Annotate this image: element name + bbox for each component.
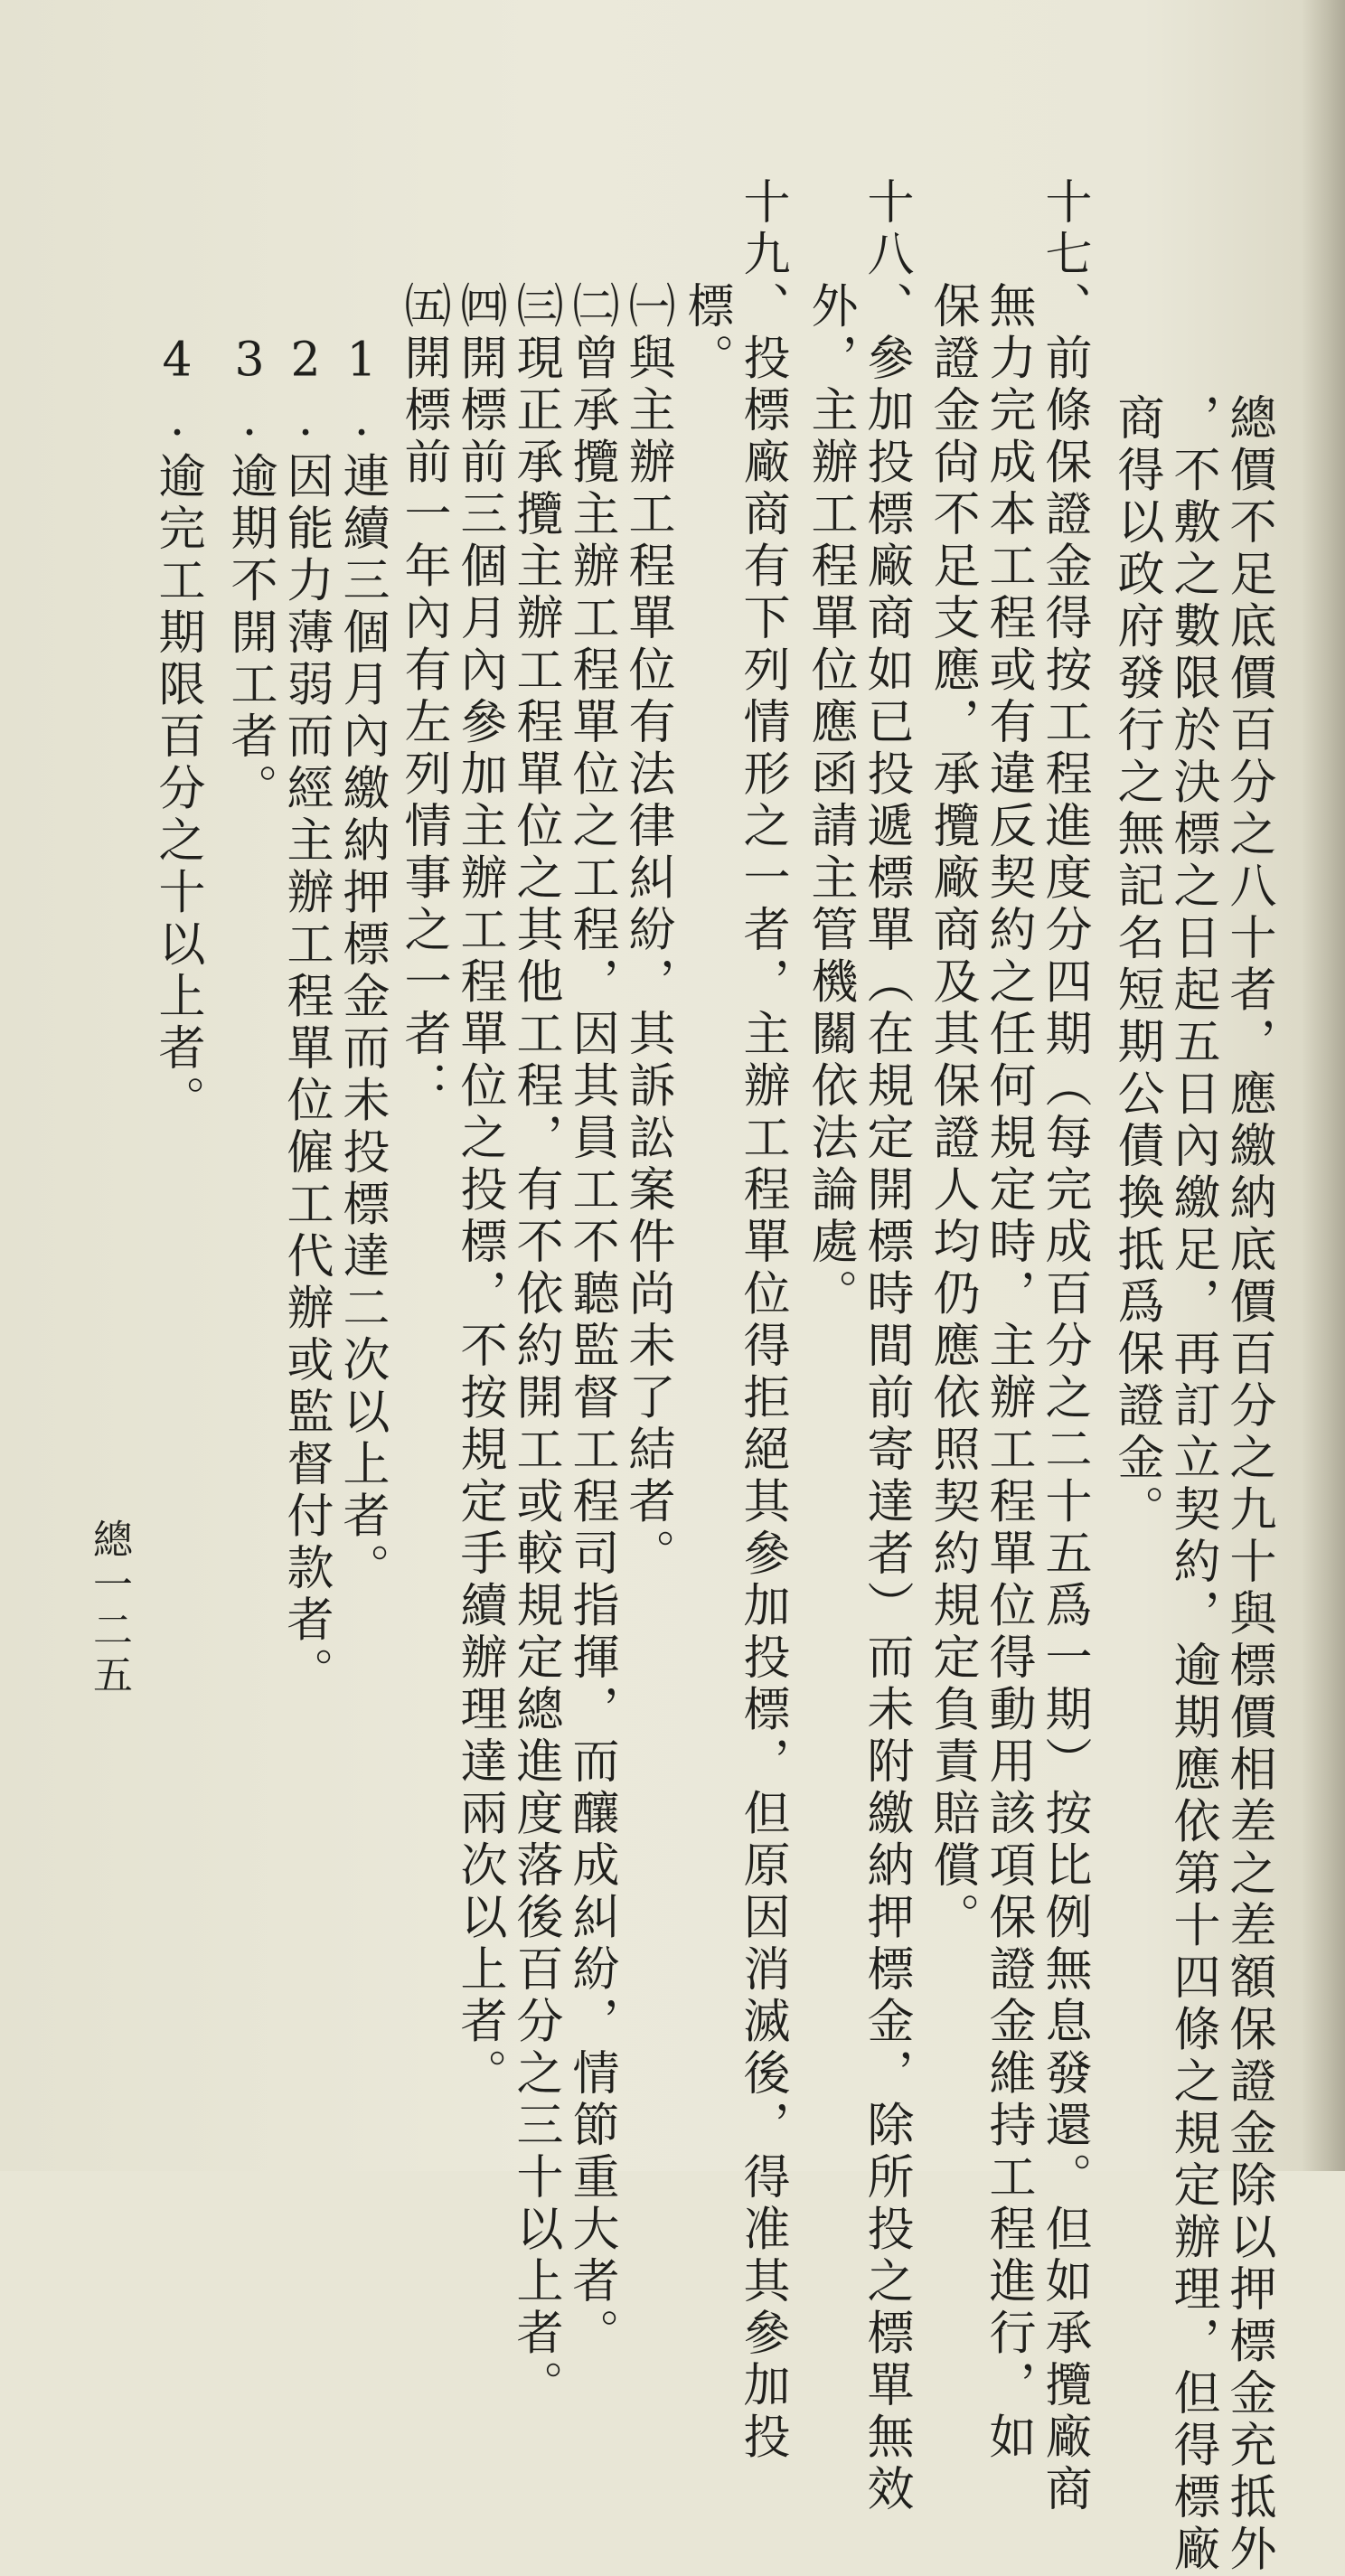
text-column-1: 總價不足底價百分之八十者，應繳納底價百分之九十與標價相差之差額保證金除以押標金充抵外 — [1221, 289, 1275, 2576]
article-19-subitem-1: 1.連續三個月內繳納押標金而未投標達二次以上者。 — [334, 177, 389, 1595]
article-19-line-1: 十九、投標廠商有下列情形之一者，主辦工程單位得拒絕其參加投標，但原因消滅後，得准其參加投 — [735, 177, 789, 2464]
article-17-line-1: 十七、前條保證金得按工程進度分四期（每完成百分之二十五爲一期）按比例無息發還。但如承攬廠商 — [1037, 177, 1091, 2516]
article-18-line-1: 十八、參加投標廠商如已投遞標單（在規定開標時間前寄達者）而未附繳納押標金，除所投之標單無效 — [859, 177, 913, 2516]
article-19-subitem-3: 3.逾期不開工者。 — [222, 177, 277, 815]
page-edge-shadow — [1302, 0, 1345, 2171]
article-19-line-2: 標。 — [679, 177, 733, 385]
article-19-item-4: ㈣開標前三個月內參加主辦工程單位之投標，不按規定手續辦理達兩次以上者。 — [452, 177, 506, 2101]
page-number: 總一二五 — [86, 1518, 132, 1699]
article-17-line-3: 保證金尙不足支應，承攬廠商及其保證人均仍應依照契約規定負責賠償。 — [925, 177, 979, 1944]
article-19-item-5: ㈤開標前一年內有左列情事之一者： — [396, 177, 450, 1113]
article-19-item-1: ㈠與主辦工程單位有法律糾紛，其訴訟案件尚未了結者。 — [620, 177, 674, 1581]
article-19-item-3: ㈢現正承攬主辦工程單位之其他工程，有不依約開工或較規定總進度落後百分之三十以上者。 — [508, 177, 562, 2412]
text-column-2: ，不敷之數限於決標之日起五日內繳足，再訂立契約，逾期應依第十四條之規定辦理，但得標廠 — [1165, 289, 1219, 2576]
article-17-line-2: 無力完成本工程或有違反契約之任何規定時，主辦工程單位得動用該項保證金維持工程進行，如 — [981, 177, 1035, 2464]
article-19-subitem-4: 4.逾完工期限百分之十以上者。 — [150, 177, 204, 1127]
text-column-3: 商得以政府發行之無記名短期公債換抵爲保證金。 — [1109, 289, 1163, 1537]
article-18-line-2: 外，主辦工程單位應函請主管機關依法論處。 — [803, 177, 857, 1321]
article-19-subitem-2: 2.因能力薄弱而經主辦工程單位僱工代辦或監督付款者。 — [278, 177, 333, 1699]
article-19-item-2: ㈡曾承攬主辦工程單位之工程，因其員工不聽監督工程司指揮，而釀成糾紛，情節重大者。 — [564, 177, 618, 2360]
